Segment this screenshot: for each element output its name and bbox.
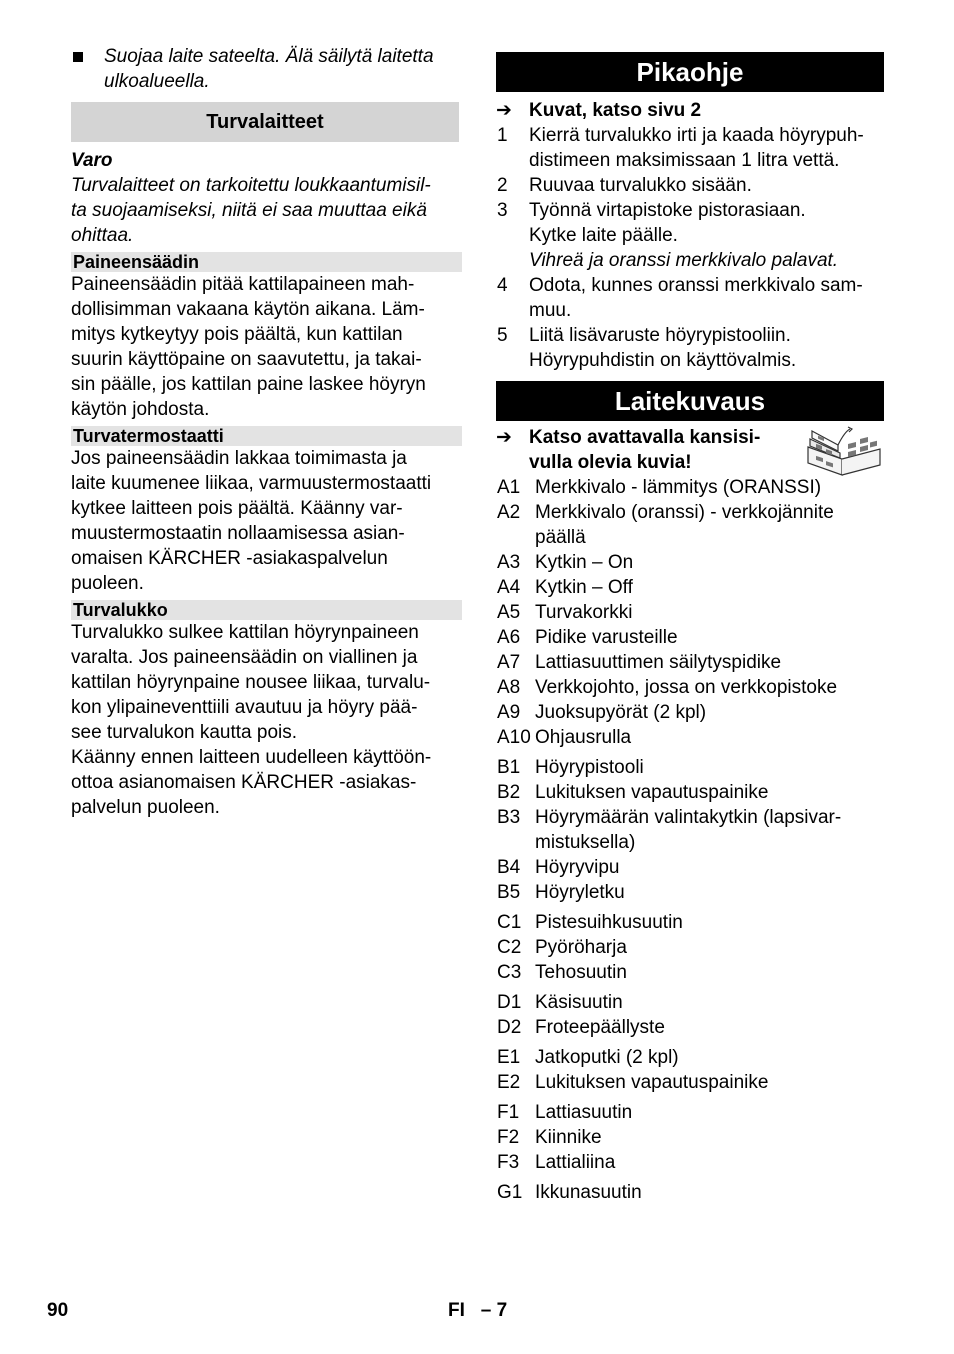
warning-line: ohittaa. [71,225,134,246]
part-item [496,500,884,550]
part-label: mistuksella) [535,832,636,853]
text-line: mitys kytkeytyy pois päältä, kun kattilan [71,324,403,345]
part-code: A10 [497,727,531,748]
step-text: Kytke laite päälle. [529,225,678,246]
part-item [496,675,884,700]
subsection-title-turvalukko: Turvalukko [71,600,462,620]
step-text: Höyrypuhdistin on käyttövalmis. [529,350,797,371]
step-text: Työnnä virtapistoke pistorasiaan. [529,200,806,221]
text-line: suurin käyttöpaine on saavutettu, ja takai- [71,349,422,370]
warning-label: Varo [71,150,113,171]
part-label: Ohjausrulla [535,727,632,748]
bullet-item [71,44,459,94]
part-label: Kytkin – On [535,552,634,573]
page-number: 90 [47,1300,69,1321]
bullet-line: ulkoalueella. [104,71,210,92]
part-code: E2 [497,1072,521,1093]
step-text: Kierrä turvalukko irti ja kaada höyrypuh- [529,125,864,146]
part-code: B3 [497,807,521,828]
language-page-label: FI – 7 [448,1300,508,1321]
bullet-square-icon [73,52,83,62]
text-line: muustermostaatin nollaamisessa asian- [71,523,405,544]
text-line: Turvalukko sulkee kattilan höyrynpaineen [71,622,419,643]
subsection-title-paineensaadin: Paineensäädin [71,252,462,272]
warning-text [71,173,459,248]
warning-line: Turvalaitteet on tarkoitettu loukkaantumisil- [71,175,431,196]
part-item [496,1100,884,1125]
book-icon [804,425,884,477]
step-number: 2 [497,175,508,196]
part-label: Höyrypistooli [535,757,644,778]
section-title-laitekuvaus: Laitekuvaus [496,381,884,421]
part-label: Pyöröharja [535,937,627,958]
text-line: ottoa asianomaisen KÄRCHER -asiakas- [71,772,417,793]
bullet-line: Suojaa laite sateelta. Älä säilytä laitetta [104,46,434,67]
section-title-turvalaitteet: Turvalaitteet [71,102,459,142]
part-label: Pistesuihkusuutin [535,912,683,933]
part-item [496,1180,884,1205]
part-code: C3 [497,962,522,983]
step-text: distimeen maksimissaan 1 litra vettä. [529,150,840,171]
part-label: Höyryvipu [535,857,620,878]
text-line: sin päälle, jos kattilan paine laskee höyryn [71,374,426,395]
part-item [496,805,884,855]
part-item [496,1070,884,1095]
part-item [496,935,884,960]
part-item [496,550,884,575]
text-line: laite kuumenee liikaa, varmuustermostaatti [71,473,432,494]
text-line: kattilan höyrynpaine nousee liikaa, turvalu- [71,672,431,693]
reference-line: vulla olevia kuvia! [529,452,692,473]
part-label: Merkkivalo (oranssi) - verkkojännite [535,502,834,523]
part-item [496,990,884,1015]
part-code: A7 [497,652,521,673]
turvatermostaatti-text [71,446,459,596]
part-label: Verkkojohto, jossa on verkkopistoke [535,677,838,698]
step-item [496,123,884,173]
part-label: Pidike varusteille [535,627,678,648]
part-code: B5 [497,882,521,903]
part-item [496,880,884,905]
text-line: Käänny ennen laitteen uudelleen käyttöön- [71,747,432,768]
part-label: Kiinnike [535,1127,602,1148]
text-line: Jos paineensäädin lakkaa toimimasta ja [71,448,407,469]
part-code: B1 [497,757,521,778]
left-column [71,44,459,820]
part-code: B4 [497,857,521,878]
part-code: A5 [497,602,521,623]
paineensaadin-text [71,272,459,422]
section-title-pikaohje: Pikaohje [496,52,884,92]
step-item [496,273,884,323]
part-code: D1 [497,992,522,1013]
step-text: Ruuvaa turvalukko sisään. [529,175,752,196]
part-label: Lukituksen vapautuspainike [535,1072,769,1093]
right-column [496,52,884,1205]
arrow-right-icon: ➔ [496,100,512,121]
step-item [496,198,884,273]
part-code: A8 [497,677,521,698]
text-line: omaisen KÄRCHER -asiakaspalvelun [71,548,388,569]
part-item [496,1150,884,1175]
part-code: C1 [497,912,522,933]
part-code: G1 [497,1182,523,1203]
part-item [496,575,884,600]
steps-list [496,123,884,373]
part-label: Käsisuutin [535,992,623,1013]
step-text: muu. [529,300,572,321]
subsection-title-turvatermostaatti: Turvatermostaatti [71,426,462,446]
part-item [496,475,884,500]
part-label: Tehosuutin [535,962,627,983]
reference-text: Kuvat, katso sivu 2 [529,100,702,121]
text-line: varalta. Jos paineensäädin on viallinen ja [71,647,418,668]
part-label: Juoksupyörät (2 kpl) [535,702,707,723]
part-label: Höyrymäärän valintakytkin (lapsivar- [535,807,842,828]
part-item [496,1125,884,1150]
part-label: Lattialiina [535,1152,616,1173]
part-item [496,725,884,750]
text-line: kon ylipaineventtiili avautuu ja höyry pää- [71,697,418,718]
part-item [496,650,884,675]
reference-line: Katso avattavalla kansisi- [529,427,761,448]
step-text: Odota, kunnes oranssi merkkivalo sam- [529,275,863,296]
part-code: F1 [497,1102,520,1123]
part-code: A4 [497,577,521,598]
warning-line: ta suojaamiseksi, niitä ei saa muuttaa eikä [71,200,427,221]
turvalukko-text-2 [71,745,459,820]
pikaohje-reference [496,98,884,123]
step-item [496,323,884,373]
part-label: Lukituksen vapautuspainike [535,782,769,803]
part-label: Höyryletku [535,882,625,903]
arrow-right-icon: ➔ [496,427,512,448]
step-number: 5 [497,325,508,346]
part-item [496,1045,884,1070]
part-code: A9 [497,702,521,723]
part-code: E1 [497,1047,521,1068]
text-line: see turvalukon kautta pois. [71,722,298,743]
step-note: Vihreä ja oranssi merkkivalo palavat. [529,250,839,271]
part-item [496,855,884,880]
part-item [496,755,884,780]
turvalukko-text [71,620,459,745]
step-text: Liitä lisävaruste höyrypistooliin. [529,325,791,346]
part-label: päällä [535,527,586,548]
part-label: Lattiasuuttimen säilytyspidike [535,652,782,673]
part-item [496,780,884,805]
step-number: 3 [497,200,508,221]
part-label: Kytkin – Off [535,577,633,598]
part-item [496,600,884,625]
step-item [496,173,884,198]
text-line: Paineensäädin pitää kattilapaineen mah- [71,274,415,295]
part-item [496,625,884,650]
text-line: käytön johdosta. [71,399,210,420]
step-number: 4 [497,275,508,296]
part-label: Lattiasuutin [535,1102,633,1123]
part-code: B2 [497,782,521,803]
part-label: Merkkivalo - lämmitys (ORANSSI) [535,477,822,498]
part-label: Froteepäällyste [535,1017,665,1038]
part-item [496,1015,884,1040]
laitekuvaus-reference [496,425,884,475]
text-line: puoleen. [71,573,144,594]
part-code: D2 [497,1017,522,1038]
parts-list [496,475,884,1205]
part-item [496,960,884,985]
text-line: kytkee laitteen pois päältä. Käänny var- [71,498,403,519]
part-label: Ikkunasuutin [535,1182,642,1203]
text-line: palvelun puoleen. [71,797,220,818]
part-code: A3 [497,552,521,573]
part-label: Turvakorkki [535,602,633,623]
part-item [496,910,884,935]
part-code: C2 [497,937,522,958]
part-code: F3 [497,1152,520,1173]
part-label: Jatkoputki (2 kpl) [535,1047,679,1068]
part-code: A1 [497,477,521,498]
part-item [496,700,884,725]
text-line: dollisimman vakaana käytön aikana. Läm- [71,299,425,320]
step-number: 1 [497,125,508,146]
part-code: A2 [497,502,521,523]
part-code: A6 [497,627,521,648]
part-code: F2 [497,1127,520,1148]
